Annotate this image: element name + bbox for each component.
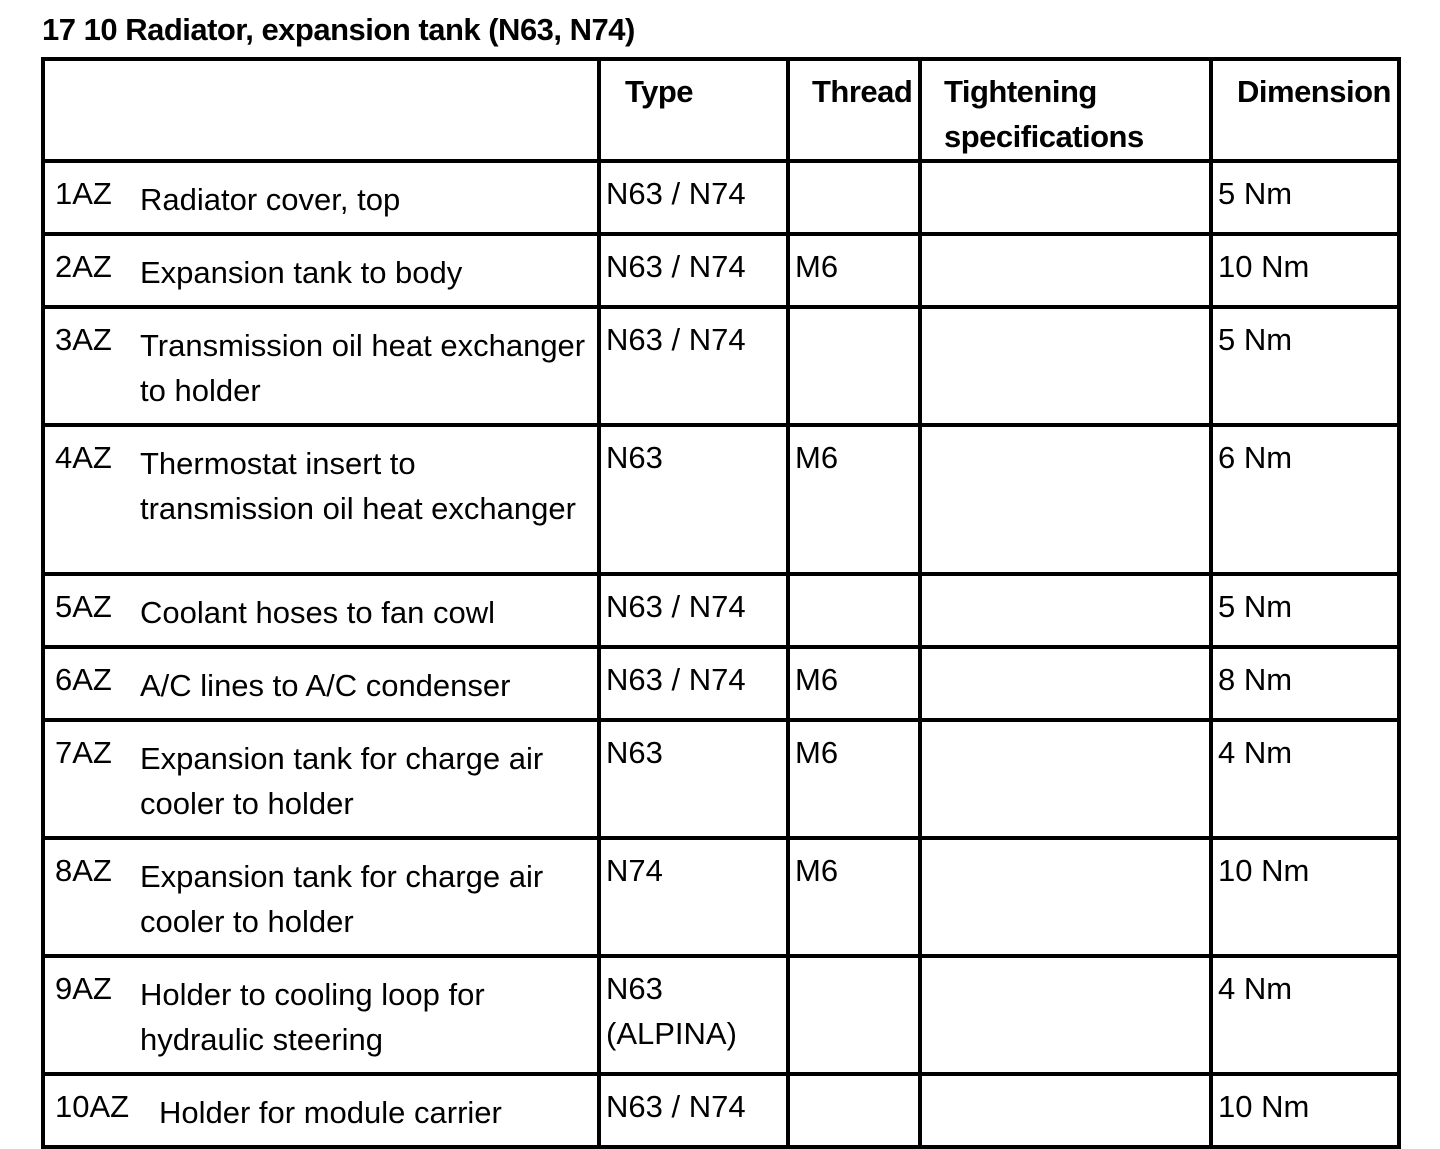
table-row xyxy=(43,425,1399,574)
thread-cell: M6 xyxy=(788,234,920,307)
thread-cell: M6 xyxy=(788,720,920,838)
row-label-cell xyxy=(43,720,599,838)
position-code: 1AZ xyxy=(55,176,112,211)
type-cell: N63 / N74 xyxy=(599,234,788,307)
row-description: Transmission oil heat exchanger to holder xyxy=(140,328,586,408)
table-row xyxy=(43,838,1399,956)
dimension-cell: 8 Nm xyxy=(1211,647,1399,720)
row-description: A/C lines to A/C condenser xyxy=(140,668,511,703)
table-row xyxy=(43,574,1399,647)
row-label-cell xyxy=(43,425,599,574)
position-code: 9AZ xyxy=(55,971,112,1006)
dimension-cell: 4 Nm xyxy=(1211,956,1399,1074)
tightening-cell xyxy=(920,574,1211,647)
row-label-cell xyxy=(43,647,599,720)
table-header-row xyxy=(43,59,1399,161)
row-description: Coolant hoses to fan cowl xyxy=(140,595,495,630)
row-description: Expansion tank for charge air cooler to holder xyxy=(140,859,544,939)
row-label-cell xyxy=(43,307,599,425)
type-cell: N63 / N74 xyxy=(599,574,788,647)
row-description: Radiator cover, top xyxy=(140,182,401,217)
type-cell: N63 xyxy=(599,720,788,838)
dimension-cell: 10 Nm xyxy=(1211,234,1399,307)
row-description: Thermostat insert to transmission oil heat exchanger xyxy=(140,446,576,526)
table-row xyxy=(43,956,1399,1074)
position-code: 4AZ xyxy=(55,440,112,475)
position-code: 5AZ xyxy=(55,589,112,624)
tightening-cell xyxy=(920,1074,1211,1147)
dimension-cell: 5 Nm xyxy=(1211,574,1399,647)
row-description: Holder to cooling loop for hydraulic steering xyxy=(140,977,485,1057)
thread-cell: M6 xyxy=(788,838,920,956)
type-cell xyxy=(599,956,788,1074)
dimension-cell: 6 Nm xyxy=(1211,425,1399,574)
type-cell: N63 / N74 xyxy=(599,1074,788,1147)
row-description: Expansion tank for charge air cooler to holder xyxy=(140,741,544,821)
dimension-cell: 5 Nm xyxy=(1211,161,1399,234)
row-label-cell xyxy=(43,838,599,956)
tightening-cell xyxy=(920,838,1211,956)
row-label-cell xyxy=(43,574,599,647)
position-code: 10AZ xyxy=(55,1089,130,1124)
thread-cell: M6 xyxy=(788,425,920,574)
type-cell: N63 / N74 xyxy=(599,307,788,425)
position-code: 7AZ xyxy=(55,735,112,770)
table-row xyxy=(43,234,1399,307)
row-label-cell xyxy=(43,1074,599,1147)
row-description: Holder for module carrier xyxy=(159,1095,502,1130)
type-cell: N63 / N74 xyxy=(599,647,788,720)
row-label-cell xyxy=(43,956,599,1074)
thread-cell xyxy=(788,161,920,234)
row-label-cell xyxy=(43,234,599,307)
header-type: Type xyxy=(599,59,788,161)
position-code: 8AZ xyxy=(55,853,112,888)
type-text: N63 (ALPINA) xyxy=(606,971,737,1051)
thread-cell xyxy=(788,956,920,1074)
thread-cell: M6 xyxy=(788,647,920,720)
torque-spec-table xyxy=(41,57,1401,1149)
tightening-cell xyxy=(920,956,1211,1074)
table-row xyxy=(43,307,1399,425)
thread-cell xyxy=(788,1074,920,1147)
table-row xyxy=(43,161,1399,234)
table-row xyxy=(43,720,1399,838)
table-row xyxy=(43,1074,1399,1147)
tightening-cell xyxy=(920,425,1211,574)
position-code: 2AZ xyxy=(55,249,112,284)
row-description: Expansion tank to body xyxy=(140,255,463,290)
header-thread: Thread xyxy=(788,59,920,161)
tightening-cell xyxy=(920,647,1211,720)
thread-cell xyxy=(788,574,920,647)
type-cell: N63 xyxy=(599,425,788,574)
row-label-cell xyxy=(43,161,599,234)
dimension-cell: 10 Nm xyxy=(1211,838,1399,956)
position-code: 6AZ xyxy=(55,662,112,697)
dimension-cell: 4 Nm xyxy=(1211,720,1399,838)
dimension-cell: 10 Nm xyxy=(1211,1074,1399,1147)
dimension-cell: 5 Nm xyxy=(1211,307,1399,425)
tightening-cell xyxy=(920,307,1211,425)
header-dimension: Dimension xyxy=(1211,59,1399,161)
position-code: 3AZ xyxy=(55,322,112,357)
tightening-cell xyxy=(920,161,1211,234)
table-row xyxy=(43,647,1399,720)
header-tightening: Tightening specifications xyxy=(920,59,1211,161)
page-title: 17 10 Radiator, expansion tank (N63, N74) xyxy=(42,12,635,47)
tightening-cell xyxy=(920,234,1211,307)
type-cell: N74 xyxy=(599,838,788,956)
tightening-cell xyxy=(920,720,1211,838)
thread-cell xyxy=(788,307,920,425)
header-description xyxy=(43,59,599,161)
type-cell: N63 / N74 xyxy=(599,161,788,234)
